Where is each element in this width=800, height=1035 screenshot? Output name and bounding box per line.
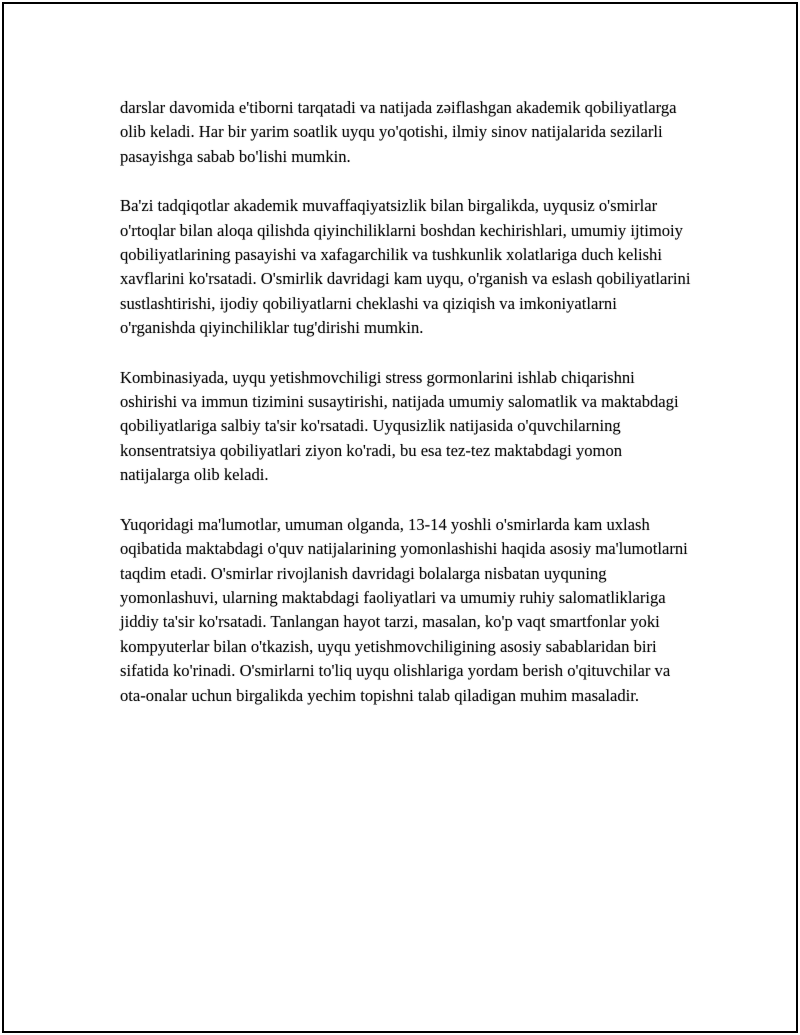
document-page <box>2 2 798 1033</box>
paragraph-2: Ba'zi tadqiqotlar akademik muvaffaqiyatsizlik bilan birgalikda, uyqusiz o'smirlar o'rtoqlar bilan aloqa qilishda qiyinchiliklarni boshdan kechirishlari, umumiy ijtimoiy qobiliyatlarining pasayishi va xafagarchilik va tushkunlik xolatlariga duch kelishi xavflarini ko'rsatadi. O'smirlik davridagi kam uyqu, o'rganish va eslash qobiliyatlarini sustlashtirishi, ijodiy qobiliyatlarni cheklashi va qiziqish va imkoniyatlarni o'rganishda qiyinchiliklar tug'dirishi mumkin. <box>120 196 691 338</box>
document-body <box>120 96 695 708</box>
paragraph-1: darslar davomida e'tiborni tarqatadi va natijada zəiflashgan akademik qobiliyatlarga olib keladi. Har bir yarim soatlik uyqu yo'qotishi, ilmiy sinov natijalarida sezilarli pasayishga sabab bo'lishi mumkin. <box>120 98 677 166</box>
paragraph-4: Yuqoridagi ma'lumotlar, umuman olganda, 13-14 yoshli o'smirlarda kam uxlash oqibatida maktabdagi o'quv natijalarining yomonlashishi haqida asosiy ma'lumotlarni taqdim etadi. O'smirlar rivojlanish davridagi bolalarga nisbatan uyquning yomonlashuvi, ularning maktabdagi faoliyatlari va umumiy ruhiy salomatliklariga jiddiy ta'sir ko'rsatadi. Tanlangan hayot tarzi, masalan, ko'p vaqt smartfonlar yoki kompyuterlar bilan o'tkazish, uyqu yetishmovchiligining asosiy sabablaridan biri sifatida ko'rinadi. O'smirlarni to'liq uyqu olishlariga yordam berish o'qituvchilar va ota-onalar uchun birgalikda yechim topishni talab qiladigan muhim masaladir. <box>120 514 688 705</box>
paragraph-3: Kombinasiyada, uyqu yetishmovchiligi stress gormonlarini ishlab chiqarishni oshirishi va immun tizimini susaytirishi, natijada umumiy salomatlik va maktabdagi qobiliyatlariga salbiy ta'sir ko'rsatadi. Uyqusizlik natijasida o'quvchilarning konsentratsiya qobiliyatlari ziyon ko'radi, bu esa tez-tez maktabdagi yomon natijalarga olib keladi. <box>120 367 679 485</box>
